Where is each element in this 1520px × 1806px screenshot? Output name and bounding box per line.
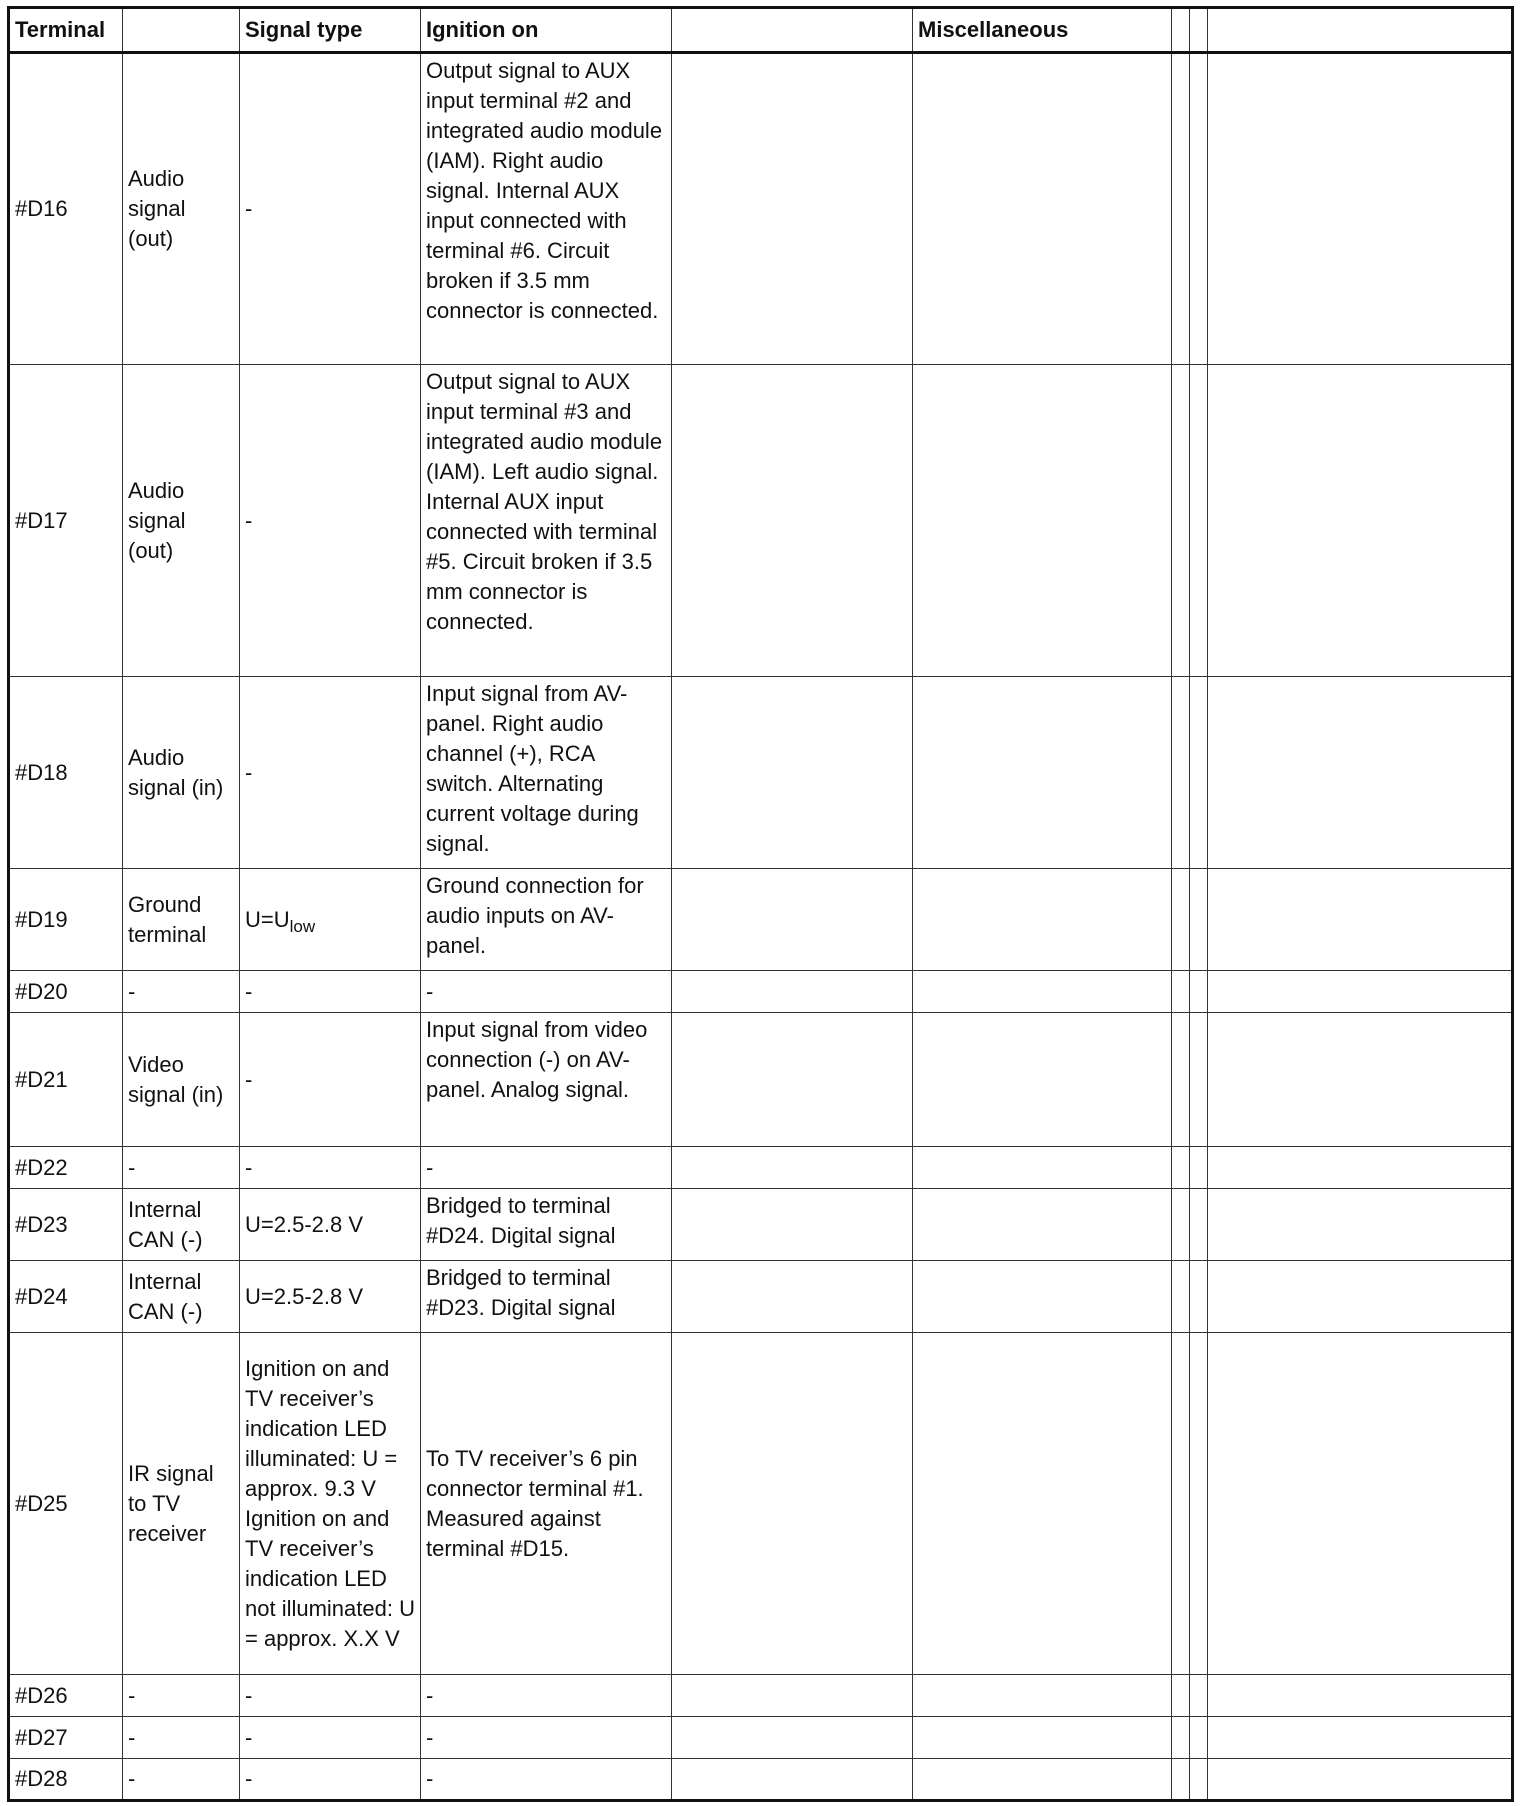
terminal-cell: #D23	[9, 1189, 123, 1261]
ignition-on-cell: Input signal from AV-panel. Right audio channel (+), RCA switch. Alternating current voltage during signal.	[421, 677, 672, 869]
ignition-on-cell: -	[421, 1675, 672, 1717]
signal-type-cell	[240, 869, 421, 971]
empty-cell	[672, 1147, 913, 1189]
terminal-cell: #D28	[9, 1759, 123, 1801]
empty-cell	[1190, 1333, 1208, 1675]
miscellaneous-cell	[913, 1759, 1172, 1801]
empty-cell	[1208, 869, 1513, 971]
empty-cell	[1208, 1189, 1513, 1261]
empty-cell	[672, 1013, 913, 1147]
miscellaneous-cell	[913, 1333, 1172, 1675]
empty-cell	[1172, 1261, 1190, 1333]
pinout-sheet	[7, 6, 1514, 1802]
miscellaneous-cell	[913, 1147, 1172, 1189]
signal-type-cell: -	[240, 53, 421, 365]
miscellaneous-cell	[913, 1717, 1172, 1759]
table-row	[9, 53, 1513, 365]
signal-type-cell: -	[240, 1717, 421, 1759]
empty-cell	[1172, 1717, 1190, 1759]
signal-type-base: U=U	[245, 906, 290, 932]
ignition-on-cell: Input signal from video connection (-) on AV-panel. Analog signal.	[421, 1013, 672, 1147]
header-blank-8	[1208, 8, 1513, 53]
header-blank-1	[123, 8, 240, 53]
table-row	[9, 1261, 1513, 1333]
empty-cell	[1208, 1675, 1513, 1717]
signal-name-cell: -	[123, 1759, 240, 1801]
table-row	[9, 1759, 1513, 1801]
empty-cell	[1190, 1189, 1208, 1261]
empty-cell	[1208, 53, 1513, 365]
header-miscellaneous: Miscellaneous	[913, 8, 1172, 53]
terminal-cell: #D26	[9, 1675, 123, 1717]
ignition-on-cell: -	[421, 971, 672, 1013]
empty-cell	[672, 1333, 913, 1675]
table-row	[9, 1189, 1513, 1261]
signal-name-cell: -	[123, 971, 240, 1013]
empty-cell	[1190, 1147, 1208, 1189]
empty-cell	[1190, 53, 1208, 365]
empty-cell	[1190, 971, 1208, 1013]
empty-cell	[1208, 677, 1513, 869]
terminal-cell: #D16	[9, 53, 123, 365]
terminal-cell: #D27	[9, 1717, 123, 1759]
empty-cell	[672, 365, 913, 677]
empty-cell	[1190, 365, 1208, 677]
signal-type-cell: -	[240, 1675, 421, 1717]
empty-cell	[672, 1675, 913, 1717]
header-blank-4	[672, 8, 913, 53]
table-row	[9, 677, 1513, 869]
empty-cell	[1208, 1759, 1513, 1801]
header-blank-6	[1172, 8, 1190, 53]
empty-cell	[1208, 1717, 1513, 1759]
table-row	[9, 365, 1513, 677]
terminal-cell: #D17	[9, 365, 123, 677]
signal-name-cell: Internal CAN (-)	[123, 1261, 240, 1333]
empty-cell	[1190, 1013, 1208, 1147]
empty-cell	[672, 1261, 913, 1333]
empty-cell	[1190, 677, 1208, 869]
signal-name-cell: Audio signal (out)	[123, 53, 240, 365]
table-row	[9, 1333, 1513, 1675]
signal-name-cell: Audio signal (out)	[123, 365, 240, 677]
terminal-cell: #D24	[9, 1261, 123, 1333]
ignition-on-cell: Output signal to AUX input terminal #3 and integrated audio module (IAM). Left audio signal. Internal AUX input connected with terminal #5. Circuit broken if 3.5 mm connector is connected.	[421, 365, 672, 677]
terminal-cell: #D22	[9, 1147, 123, 1189]
terminal-cell: #D20	[9, 971, 123, 1013]
empty-cell	[1172, 365, 1190, 677]
header-terminal: Terminal	[9, 8, 123, 53]
empty-cell	[1172, 1759, 1190, 1801]
table-row	[9, 1717, 1513, 1759]
signal-type-subscript: low	[289, 916, 316, 936]
miscellaneous-cell	[913, 53, 1172, 365]
signal-type-cell: -	[240, 1013, 421, 1147]
empty-cell	[1172, 1675, 1190, 1717]
ignition-on-cell: Bridged to terminal #D23. Digital signal	[421, 1261, 672, 1333]
signal-type-cell: U=2.5-2.8 V	[240, 1261, 421, 1333]
empty-cell	[1172, 53, 1190, 365]
empty-cell	[1172, 1189, 1190, 1261]
empty-cell	[672, 869, 913, 971]
empty-cell	[1172, 1333, 1190, 1675]
ignition-on-cell: To TV receiver’s 6 pin connector terminal #1. Measured against terminal #D15.	[421, 1333, 672, 1675]
signal-type-cell: -	[240, 677, 421, 869]
empty-cell	[1208, 1013, 1513, 1147]
ignition-on-cell: Output signal to AUX input terminal #2 and integrated audio module (IAM). Right audio signal. Internal AUX input connected with terminal #6. Circuit broken if 3.5 mm connector is connected.	[421, 53, 672, 365]
table-row	[9, 869, 1513, 971]
signal-type-cell: -	[240, 365, 421, 677]
ignition-on-cell: -	[421, 1717, 672, 1759]
pinout-table	[7, 6, 1514, 1802]
header-signal-type: Signal type	[240, 8, 421, 53]
signal-type-cell: U=2.5-2.8 V	[240, 1189, 421, 1261]
empty-cell	[1190, 1675, 1208, 1717]
empty-cell	[1172, 971, 1190, 1013]
miscellaneous-cell	[913, 365, 1172, 677]
signal-name-cell: Audio signal (in)	[123, 677, 240, 869]
empty-cell	[1208, 1261, 1513, 1333]
ignition-on-cell: -	[421, 1759, 672, 1801]
empty-cell	[672, 1189, 913, 1261]
empty-cell	[672, 53, 913, 365]
empty-cell	[672, 971, 913, 1013]
signal-name-cell: Video signal (in)	[123, 1013, 240, 1147]
table-row	[9, 971, 1513, 1013]
miscellaneous-cell	[913, 1261, 1172, 1333]
empty-cell	[1190, 1759, 1208, 1801]
signal-name-cell: -	[123, 1717, 240, 1759]
empty-cell	[1208, 365, 1513, 677]
signal-name-cell: IR signal to TV receiver	[123, 1333, 240, 1675]
terminal-cell: #D19	[9, 869, 123, 971]
ignition-on-cell: -	[421, 1147, 672, 1189]
header-row	[9, 8, 1513, 53]
signal-name-cell: Internal CAN (-)	[123, 1189, 240, 1261]
signal-name-cell: Ground terminal	[123, 869, 240, 971]
signal-name-cell: -	[123, 1147, 240, 1189]
miscellaneous-cell	[913, 869, 1172, 971]
empty-cell	[1172, 1147, 1190, 1189]
empty-cell	[1190, 869, 1208, 971]
signal-type-cell: -	[240, 1147, 421, 1189]
empty-cell	[1208, 1333, 1513, 1675]
miscellaneous-cell	[913, 1189, 1172, 1261]
terminal-cell: #D25	[9, 1333, 123, 1675]
signal-type-cell: -	[240, 1759, 421, 1801]
empty-cell	[1172, 869, 1190, 971]
signal-name-cell: -	[123, 1675, 240, 1717]
empty-cell	[1190, 1717, 1208, 1759]
table-row	[9, 1013, 1513, 1147]
ignition-on-cell: Ground connection for audio inputs on AV-panel.	[421, 869, 672, 971]
miscellaneous-cell	[913, 1013, 1172, 1147]
empty-cell	[672, 677, 913, 869]
empty-cell	[1190, 1261, 1208, 1333]
header-ignition-on: Ignition on	[421, 8, 672, 53]
ignition-on-cell: Bridged to terminal #D24. Digital signal	[421, 1189, 672, 1261]
empty-cell	[1172, 677, 1190, 869]
table-row	[9, 1147, 1513, 1189]
table-row	[9, 1675, 1513, 1717]
empty-cell	[1208, 1147, 1513, 1189]
terminal-cell: #D18	[9, 677, 123, 869]
signal-type-cell: -	[240, 971, 421, 1013]
empty-cell	[1208, 971, 1513, 1013]
empty-cell	[672, 1759, 913, 1801]
header-blank-7	[1190, 8, 1208, 53]
miscellaneous-cell	[913, 677, 1172, 869]
miscellaneous-cell	[913, 1675, 1172, 1717]
empty-cell	[672, 1717, 913, 1759]
miscellaneous-cell	[913, 971, 1172, 1013]
signal-type-cell: Ignition on and TV receiver’s indication LED illuminated: U = approx. 9.3 V Ignition on and TV receiver’s indication LED not illuminated: U = approx. X.X V	[240, 1333, 421, 1675]
empty-cell	[1172, 1013, 1190, 1147]
terminal-cell: #D21	[9, 1013, 123, 1147]
